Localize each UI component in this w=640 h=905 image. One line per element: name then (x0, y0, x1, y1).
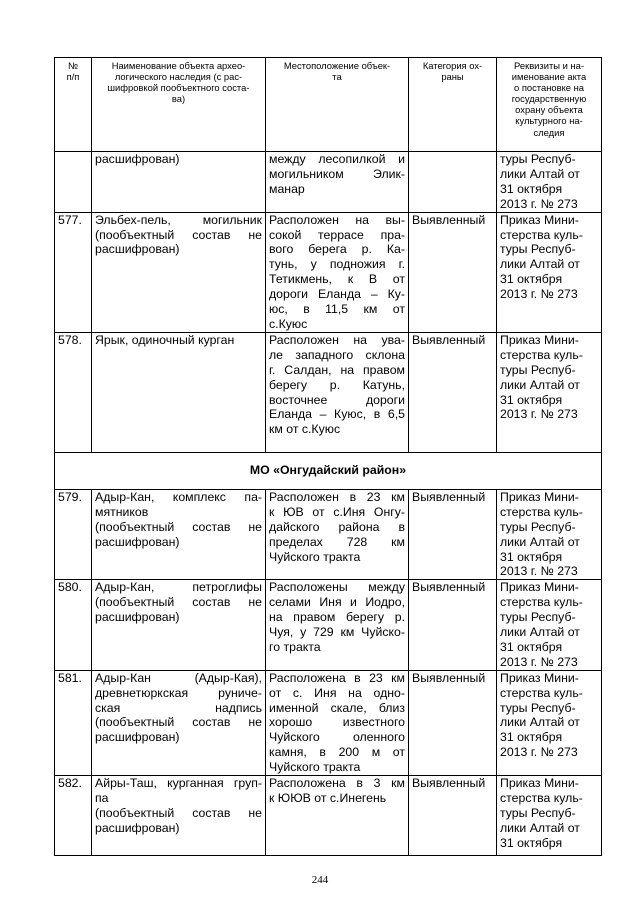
cell-text-line: туры Респуб- (500, 152, 576, 166)
row-number (55, 152, 92, 213)
cell-text-line: ле западного склона (269, 347, 405, 362)
cell-text-line: Чуйского тракта (269, 549, 361, 564)
object-name (92, 776, 266, 856)
cell-text-line: г. Салдан, на правом (269, 362, 405, 377)
cell-text-line: 2013 г. № 273 (500, 196, 578, 211)
cell-text-line: го тракта (269, 639, 321, 654)
cell-text-line: Приказ Мини- (500, 489, 579, 504)
cell-text-line: стерства куль- (500, 347, 583, 362)
cell-text-line: 2013 г. № 273 (500, 745, 578, 760)
cell-text-line: Ярык, одиночный курган (95, 332, 235, 347)
cell-text-line: 31 октября (500, 730, 563, 745)
cell-text-line: хорошо известного (269, 715, 405, 730)
cell-text-line: стерства куль- (500, 504, 583, 519)
object-location (266, 152, 409, 213)
cell-text-line: Наименование объекта архео- (111, 60, 246, 71)
cell-text-line: Категория ох- (422, 60, 483, 71)
act-details (497, 580, 602, 670)
cell-text-line: Расположен на ува- (269, 332, 405, 347)
act-details (497, 670, 602, 775)
cell-text-line: туры Респуб- (500, 242, 576, 257)
cell-text-line: селами Иня и Иодро, (269, 595, 405, 610)
table-row (55, 332, 602, 452)
cell-text-line: та (332, 71, 342, 83)
cell-text-line: лики Алтай от (500, 820, 580, 835)
cell-text-line: именование акта (511, 71, 587, 83)
object-location (266, 670, 409, 775)
cell-text-line: Расположен в 23 км (269, 489, 405, 504)
district-header-row (55, 452, 602, 489)
cell-text-line: туры Респуб- (500, 519, 576, 534)
header-act-details (497, 58, 602, 152)
table-header-row (55, 58, 602, 152)
cell-text-line: манар (269, 181, 305, 196)
cell-text-line: Расположены между (269, 580, 405, 595)
cell-text-line: (пообъектный состав не (95, 519, 262, 534)
cell-text-line: (пообъектный состав не (95, 227, 262, 242)
cell-text-line: пределах 728 км (269, 534, 405, 549)
cell-text-line: расшифрован) (95, 152, 180, 166)
header-category (409, 58, 497, 152)
protection-category: Выявленный (409, 580, 497, 670)
cell-text-line: Приказ Мини- (500, 332, 579, 347)
object-name (92, 670, 266, 775)
header-number (55, 58, 92, 152)
cell-text-line: туры Респуб- (500, 362, 576, 377)
cell-text-line: о постановке на (514, 82, 584, 94)
table-row (55, 670, 602, 775)
cell-text-line: государственную (511, 93, 587, 105)
cell-text-line: туры Респуб- (500, 700, 576, 715)
cell-text-line: 2013 г. № 273 (500, 407, 578, 422)
row-number: 577. (55, 212, 92, 332)
cell-text-line: туры Респуб- (500, 610, 576, 625)
cell-text-line: Приказ Мини- (500, 670, 579, 685)
table-row (55, 776, 602, 856)
cell-text-line: Реквизиты и на- (514, 60, 584, 71)
cell-text-line: к ЮЮВ от с.Инегень (269, 791, 387, 805)
cell-text-line: лики Алтай от (500, 534, 580, 549)
cell-text-line: Чуя, у 729 км Чуйско- (269, 625, 405, 640)
cell-text-line: лики Алтай от (500, 166, 580, 181)
cell-text-line: Адыр-Кан, петроглифы (95, 580, 262, 595)
cell-text-line: следия (533, 126, 565, 138)
cell-text-line: расшифрован) (95, 730, 180, 745)
cell-text-line: охрану объекта (515, 104, 583, 116)
object-name (92, 489, 266, 579)
cell-text-line: расшифрован) (95, 820, 180, 835)
cell-text-line: именной скале, близ (269, 700, 405, 715)
cell-text-line: дайского района в (269, 519, 405, 534)
object-location (266, 776, 409, 856)
header-location (266, 58, 409, 152)
cell-text-line: восточнее дороги (269, 392, 405, 407)
cell-text-line: Эльбех-пель, могильник (95, 212, 262, 227)
protection-category: Выявленный (409, 489, 497, 579)
cell-text-line: на правом берегу р. (269, 610, 405, 625)
object-name (92, 212, 266, 332)
cell-text-line: лики Алтай от (500, 625, 580, 640)
object-location (266, 212, 409, 332)
cell-text-line: Чуйского тракта (269, 760, 361, 775)
page-number: 244 (311, 874, 329, 886)
cell-text-line: дороги Еланда – Ку- (269, 287, 405, 302)
cell-text-line: к ЮВ от с.Иня Онгу- (269, 504, 405, 519)
cell-text-line: сокой террасе пра- (269, 227, 405, 242)
cell-text-line: между лесопилкой и (269, 152, 405, 166)
protection-category: Выявленный (409, 212, 497, 332)
cell-text-line: Еланда – Куюс, в 6,5 (269, 407, 405, 422)
row-number: 579. (55, 489, 92, 579)
cell-text-line: Тетикмень, к В от (269, 272, 405, 287)
object-name (92, 332, 266, 452)
header-object-name (92, 58, 266, 152)
cell-text-line: 31 октября (500, 392, 563, 407)
cell-text-line: вого берега р. Ка- (269, 242, 405, 257)
cell-text-line: Местоположение объек- (283, 60, 391, 71)
cell-text-line: Приказ Мини- (500, 776, 579, 791)
cell-text-line: п/п (66, 71, 80, 83)
cell-text-line: № (67, 60, 79, 71)
cell-text-line: стерства куль- (500, 791, 583, 805)
protection-category (409, 152, 497, 213)
row-number: 582. (55, 776, 92, 856)
cell-text-line: па (95, 791, 109, 805)
object-name (92, 580, 266, 670)
cell-text-line: шифровкой пообъектного соста- (107, 82, 250, 94)
cell-text-line: тунь, у подножия г. (269, 257, 405, 272)
cell-text-line: 31 октября (500, 181, 563, 196)
cell-text-line: расшифрован) (95, 242, 180, 257)
row-number: 581. (55, 670, 92, 775)
cell-text-line: Приказ Мини- (500, 580, 579, 595)
cell-text-line: с.Куюс (269, 316, 308, 331)
protection-category: Выявленный (409, 670, 497, 775)
cell-text-line: туры Респуб- (500, 805, 576, 820)
cell-text-line: 31 октября (500, 835, 563, 850)
cell-text-line: Расположена в 23 км (269, 670, 405, 685)
cell-text-line: расшифрован) (95, 610, 180, 625)
cell-text-line: Расположен на вы- (269, 212, 405, 227)
cell-text-line: Адыр-Кан (Адыр-Кая), (95, 670, 262, 685)
cell-text-line: (пообъектный состав не (95, 805, 262, 820)
district-title: МО «Онгудайский район» (55, 452, 602, 489)
table-row (55, 152, 602, 213)
cell-text-line: Айры-Таш, курганная груп- (95, 776, 262, 791)
protection-category: Выявленный (409, 776, 497, 856)
cell-text-line: (пообъектный состав не (95, 715, 262, 730)
table-row (55, 580, 602, 670)
cell-text-line: лики Алтай от (500, 257, 580, 272)
cell-text-line: Приказ Мини- (500, 212, 579, 227)
cell-text-line: 2013 г. № 273 (500, 564, 578, 579)
cell-text-line: от с. Иня на одно- (269, 685, 405, 700)
act-details (497, 152, 602, 213)
cell-text-line: 31 октября (500, 639, 563, 654)
cell-text-line: км от с.Куюс (269, 422, 341, 437)
cell-text-line: культурного на- (515, 115, 583, 127)
act-details (497, 212, 602, 332)
cell-text-line: берегу р. Катунь, (269, 377, 405, 392)
cell-text-line: логического наследия (с рас- (114, 71, 243, 83)
cell-text-line: юс, в 11,5 км от (269, 302, 405, 317)
cell-text-line: 31 октября (500, 272, 563, 287)
cell-text-line: Чуйского оленного (269, 730, 405, 745)
cell-text-line: стерства куль- (500, 685, 583, 700)
table-row (55, 212, 602, 332)
cell-text-line: ская надпись (95, 700, 262, 715)
cell-text-line: Адыр-Кан, комплекс па- (95, 489, 262, 504)
heritage-objects-table (54, 57, 602, 856)
cell-text-line: лики Алтай от (500, 377, 580, 392)
object-location (266, 580, 409, 670)
object-location (266, 332, 409, 452)
cell-text-line: камня, в 200 м от (269, 745, 405, 760)
cell-text-line: Расположена в 3 км (269, 776, 405, 791)
cell-text-line: (пообъектный состав не (95, 595, 262, 610)
protection-category: Выявленный (409, 332, 497, 452)
cell-text-line: стерства куль- (500, 595, 583, 610)
cell-text-line: мятников (95, 504, 149, 519)
object-name (92, 152, 266, 213)
object-location (266, 489, 409, 579)
table-row (55, 489, 602, 579)
act-details (497, 332, 602, 452)
cell-text-line: стерства куль- (500, 227, 583, 242)
cell-text-line: ва) (171, 93, 186, 105)
cell-text-line: 2013 г. № 273 (500, 654, 578, 669)
cell-text-line: могильником Элик- (269, 166, 405, 181)
cell-text-line: 31 октября (500, 549, 563, 564)
act-details (497, 489, 602, 579)
row-number: 578. (55, 332, 92, 452)
cell-text-line: расшифрован) (95, 534, 180, 549)
act-details (497, 776, 602, 856)
cell-text-line: древнетюркская руниче- (95, 685, 262, 700)
cell-text-line: 2013 г. № 273 (500, 287, 578, 302)
cell-text-line: лики Алтай от (500, 715, 580, 730)
row-number: 580. (55, 580, 92, 670)
cell-text-line: раны (441, 71, 464, 83)
